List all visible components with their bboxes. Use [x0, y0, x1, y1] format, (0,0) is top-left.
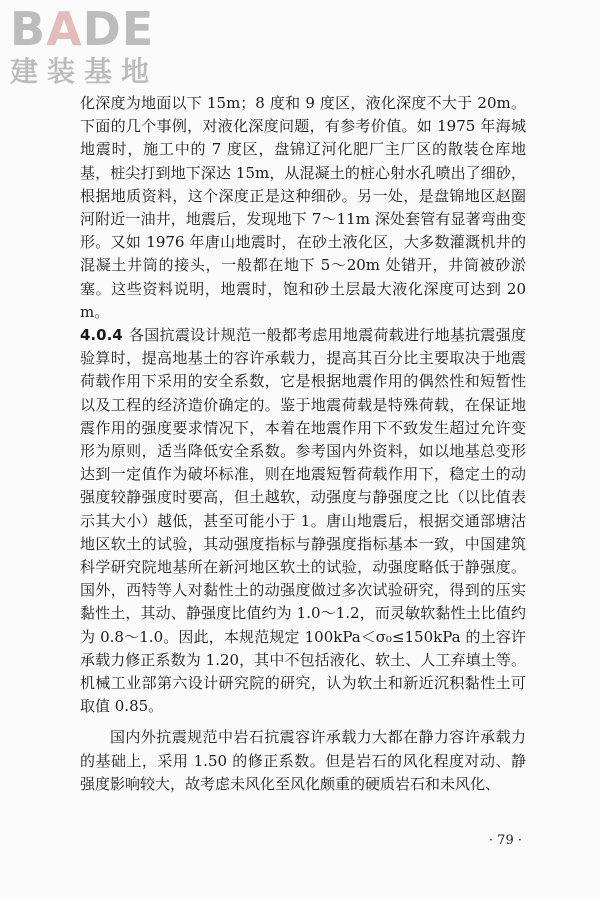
paragraph-liquefaction-depth: 化深度为地面以下 15m；8 度和 9 度区，液化深度不大于 20m。下面的几个事例，对液化深度问题，有参考价值。如 1975 年海城地震时，施工中的 7 度区，盘锦辽河化肥厂主厂区的散装仓库地基，桩尖打到地下深达 15m，从混凝土的桩心射水孔喷出了细砂，根据地质资料，这个深度正是这种细砂。另一处，是盘锦地区赵圈河附近一油井，地震后，发现地下 7～11m 深处套管有显著弯曲变形。又如 1976 年唐山地震时，在砂土液化区，大多数灌溉机井的混凝土井筒的接头，一般都在地下 5～20m 处错开，井筒被砂淤塞。这些资料说明，地震时，饱和砂土层最大液化深度可达到 20m。	[80, 94, 526, 321]
clause-text: 各国抗震设计规范一般都考虑用地震荷载进行地基抗震强度验算时，提高地基土的容许承载力，提高其百分比主要取决于地震荷载作用下采用的安全系数，它是根据地震作用的偶然性和短暂性以及工程的经济造价确定的。鉴于地震荷载是特殊荷载，在保证地震作用的强度要求情况下，本着在地震作用下不致发生超过允许变形为原则，适当降低安全系数。参考国内外资料，如以地基总变形达到一定值作为破坏标准，则在地震短暂荷载作用下，稳定土的动强度较静强度时要高，但土越软，动强度与静强度之比（以比值表示其大小）越低，甚至可能小于 1。唐山地震后，根据交通部塘沽地区软土的试验，其动强度指标与静强度指标基本一致，中国建筑科学研究院地基所在新河地区软土的试验，动强度略低于静强度。国外，西特等人对黏性土的动强度做过多次试验研究，得到的压实黏性土，其动、静强度比值约为 1.0～1.2，而灵敏软黏性土比值约为 0.8～1.0。因此，本规范规定 100kPa＜σ₀≤150kPa 的土容许承载力修正系数为 1.20，其中不包括液化、软土、人工弃填土等。机械工业部第六设计研究院的研究，认为软土和新近沉积黏性土可取值 0.85。	[80, 326, 526, 716]
paragraph-rock-bearing-capacity: 国内外抗震规范中岩石抗震容许承载力大都在静力容许承载力的基础上，采用 1.50 的修正系数。但是岩石的风化程度对动、静强度影响较大，故考虑未风化至风化颇重的硬质岩石和未风化、	[80, 728, 526, 793]
watermark-logo	[10, 4, 185, 94]
logo-chinese-name: 建装基地	[10, 55, 159, 88]
page-body	[80, 92, 526, 796]
paragraph-clause-4-0-4	[80, 324, 526, 718]
logo-wordmark: BADE	[10, 2, 155, 56]
page-number: · 79 ·	[488, 833, 522, 848]
clause-number: 4.0.4	[80, 326, 123, 345]
